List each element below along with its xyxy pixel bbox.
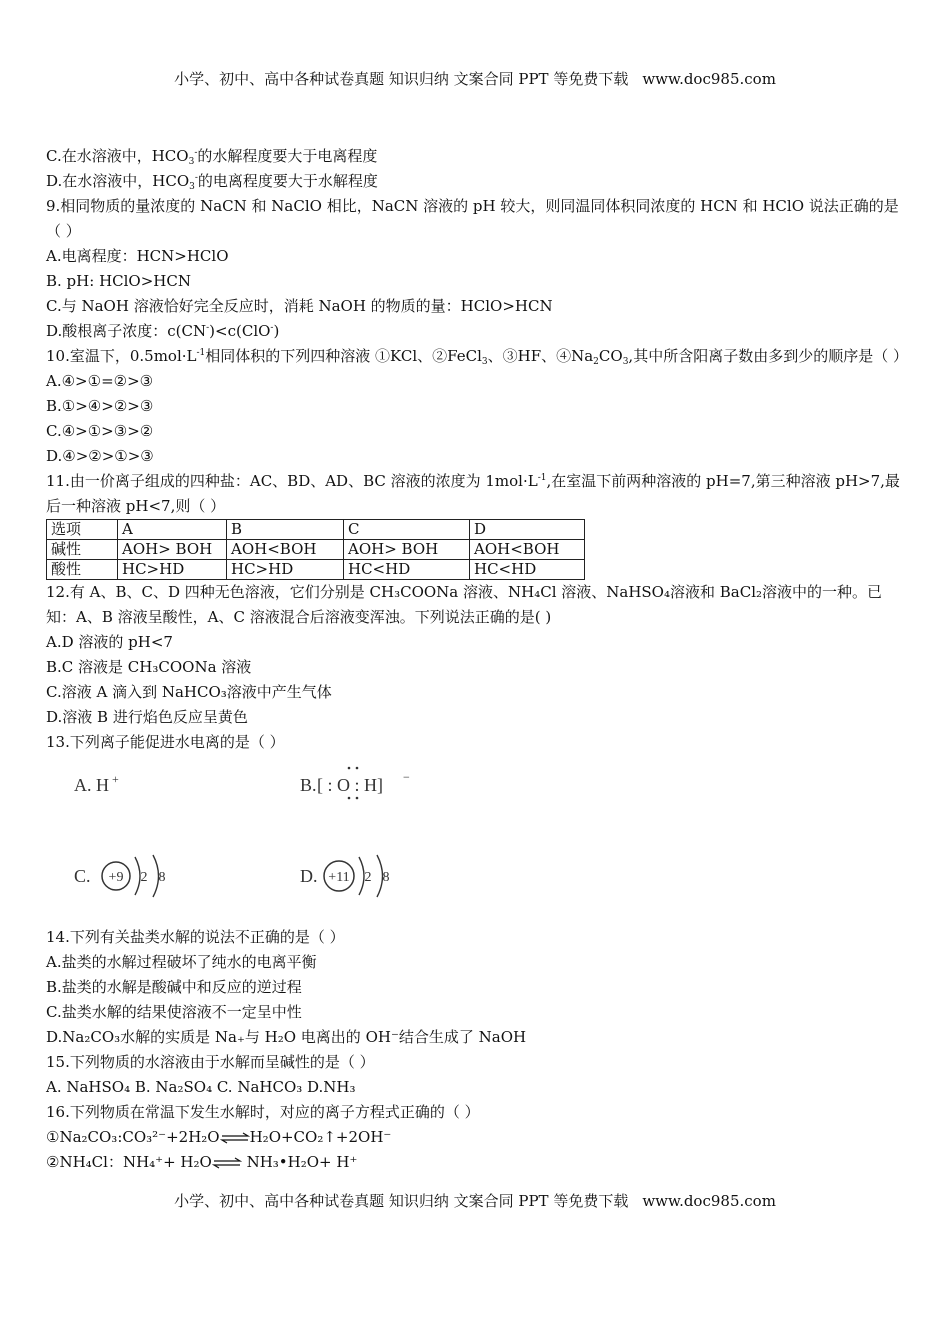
q9-option-d: D.酸根离子浓度：c(CN-)<c(ClO-): [46, 322, 280, 340]
q10-option-c: C.④>①>③>②: [46, 422, 154, 440]
q10-option-a: A.④>①=②>③: [46, 372, 154, 390]
footer-url: www.doc985.com: [642, 1192, 776, 1210]
atom-structure-diagram-c: [102, 855, 166, 897]
q8-option-c: C.在水溶液中，$HCO_3^-$的水解程度要大于电离程度: [46, 147, 378, 167]
table-row: [47, 540, 585, 560]
table-cell: HC>HD: [227, 560, 344, 580]
q16-equation-2: ②NH₄Cl：NH₄⁺+ H₂O NH₃•H₂O+ H⁺: [46, 1153, 358, 1171]
table-cell: HC<HD: [470, 560, 585, 580]
q14-option-a: A.盐类的水解过程破坏了纯水的电离平衡: [46, 953, 317, 971]
nucleus-charge: +11: [328, 870, 350, 885]
page-footer: [0, 1190, 950, 1211]
q14-option-c: C.盐类水解的结果使溶液不一定呈中性: [46, 1003, 302, 1021]
equilibrium-arrow-icon: [220, 1132, 250, 1144]
q8-option-d: D.在水溶液中，$HCO_3^-$的电离程度要大于水解程度: [46, 172, 378, 192]
q16-equation-1: ①Na₂CO₃:CO₃²⁻+2H₂O H₂O+CO₂↑+2OH⁻: [46, 1128, 392, 1146]
q13-option-c-label: C.: [74, 866, 91, 886]
table-cell: 选项: [47, 520, 118, 540]
q13-stem: 13.下列离子能促进水电离的是（ ）: [46, 733, 285, 751]
q14-stem: 14.下列有关盐类水解的说法不正确的是（ ）: [46, 928, 345, 946]
table-row: [47, 520, 585, 540]
q13-options-figure: [46, 755, 908, 925]
table-cell: B: [227, 520, 344, 540]
shell-electrons: 8: [158, 870, 166, 885]
q14-option-b: B.盐类的水解是酸碱中和反应的逆过程: [46, 978, 302, 996]
q13-option-d-label: D.: [300, 866, 318, 886]
table-cell: AOH> BOH: [344, 540, 470, 560]
q9-option-a: A.电离程度：HCN>HClO: [46, 247, 229, 265]
shell-electrons: 2: [364, 870, 372, 885]
q14-option-d: D.Na₂CO₃水解的实质是 Na₊与 H₂O 电离出的 OH⁻结合生成了 NaOH: [46, 1028, 527, 1046]
table-cell: HC>HD: [118, 560, 227, 580]
q10-option-b: B.①>④>②>③: [46, 397, 154, 415]
q12-option-d: D.溶液 B 进行焰色反应呈黄色: [46, 708, 248, 726]
q12-option-a: A.D 溶液的 pH<7: [46, 633, 173, 651]
table-row: [47, 560, 585, 580]
q10-stem: 10.室温下，$0.5mol\cdot L^{-1}$相同体积的下列四种溶液 ①KCl、②FeCl$_3$、③HF、$④Na_2CO_3$,其中所含阳离子数由多到少的顺序是（ ）: [46, 347, 908, 367]
q9-stem: 9.相同物质的量浓度的 NaCN 和 NaClO 相比，NaCN 溶液的 pH 较大，则同温同体积同浓度的 HCN 和 HClO 说法正确的是（ ）: [46, 197, 899, 240]
q11-options-table: [46, 519, 585, 580]
q16-stem: 16.下列物质在常温下发生水解时，对应的离子方程式正确的（ ）: [46, 1103, 480, 1121]
table-cell: HC<HD: [344, 560, 470, 580]
q13-option-a-label: A. H: [74, 775, 109, 795]
q13-option-b-formula: [ : O : H]: [317, 775, 383, 795]
nucleus-charge: +9: [108, 870, 124, 885]
shell-electrons: 8: [382, 870, 390, 885]
table-cell: AOH<BOH: [470, 540, 585, 560]
shell-electrons: 2: [140, 870, 148, 885]
table-cell: C: [344, 520, 470, 540]
q15-options: A. NaHSO₄ B. Na₂SO₄ C. NaHCO₃ D.NH₃: [46, 1078, 356, 1096]
q9-option-c: C.与 NaOH 溶液恰好完全反应时，消耗 NaOH 的物质的量：HClO>HCN: [46, 297, 553, 315]
q10-option-d: D.④>②>①>③: [46, 447, 154, 465]
q12-option-b: B.C 溶液是 CH₃COONa 溶液: [46, 658, 252, 676]
atom-structure-diagram-d: [324, 855, 390, 897]
table-cell: A: [118, 520, 227, 540]
q9-option-b: B. pH: HClO>HCN: [46, 272, 191, 290]
table-cell: 碱性: [47, 540, 118, 560]
q12-stem: 12.有 A、B、C、D 四种无色溶液，它们分别是 CH₃COONa 溶液、NH₄Cl 溶液、NaHSO₄溶液和 BaCl₂溶液中的一种。已知：A、B 溶液呈酸性，A、C 溶液混合后溶液变浑浊。下列说法正确的是( ): [46, 583, 883, 626]
document-body: [46, 144, 908, 1175]
table-cell: 酸性: [47, 560, 118, 580]
q11-stem: 11.由一价离子组成的四种盐：AC、BD、AD、BC 溶液的浓度为 $1mol\cdot L^{-1}$,在室温下前两种溶液的 pH=7,第三种溶液 pH>7,最后一种溶液 pH<7,则（ ）: [46, 472, 900, 515]
table-cell: D: [470, 520, 585, 540]
table-cell: AOH<BOH: [227, 540, 344, 560]
page-header: [0, 68, 950, 89]
footer-text: 小学、初中、高中各种试卷真题 知识归纳 文案合同 PPT 等免费下载: [174, 1192, 629, 1210]
q13-option-b-sup: −: [403, 770, 410, 784]
header-url: www.doc985.com: [642, 70, 776, 88]
q13-option-a-sup: +: [112, 772, 119, 786]
q13-option-b-label: B.: [300, 775, 317, 795]
q15-stem: 15.下列物质的水溶液由于水解而呈碱性的是（ ）: [46, 1053, 375, 1071]
header-text: 小学、初中、高中各种试卷真题 知识归纳 文案合同 PPT 等免费下载: [174, 70, 629, 88]
table-cell: AOH> BOH: [118, 540, 227, 560]
q12-option-c: C.溶液 A 滴入到 NaHCO₃溶液中产生气体: [46, 683, 332, 701]
equilibrium-arrow-icon: [212, 1157, 242, 1169]
